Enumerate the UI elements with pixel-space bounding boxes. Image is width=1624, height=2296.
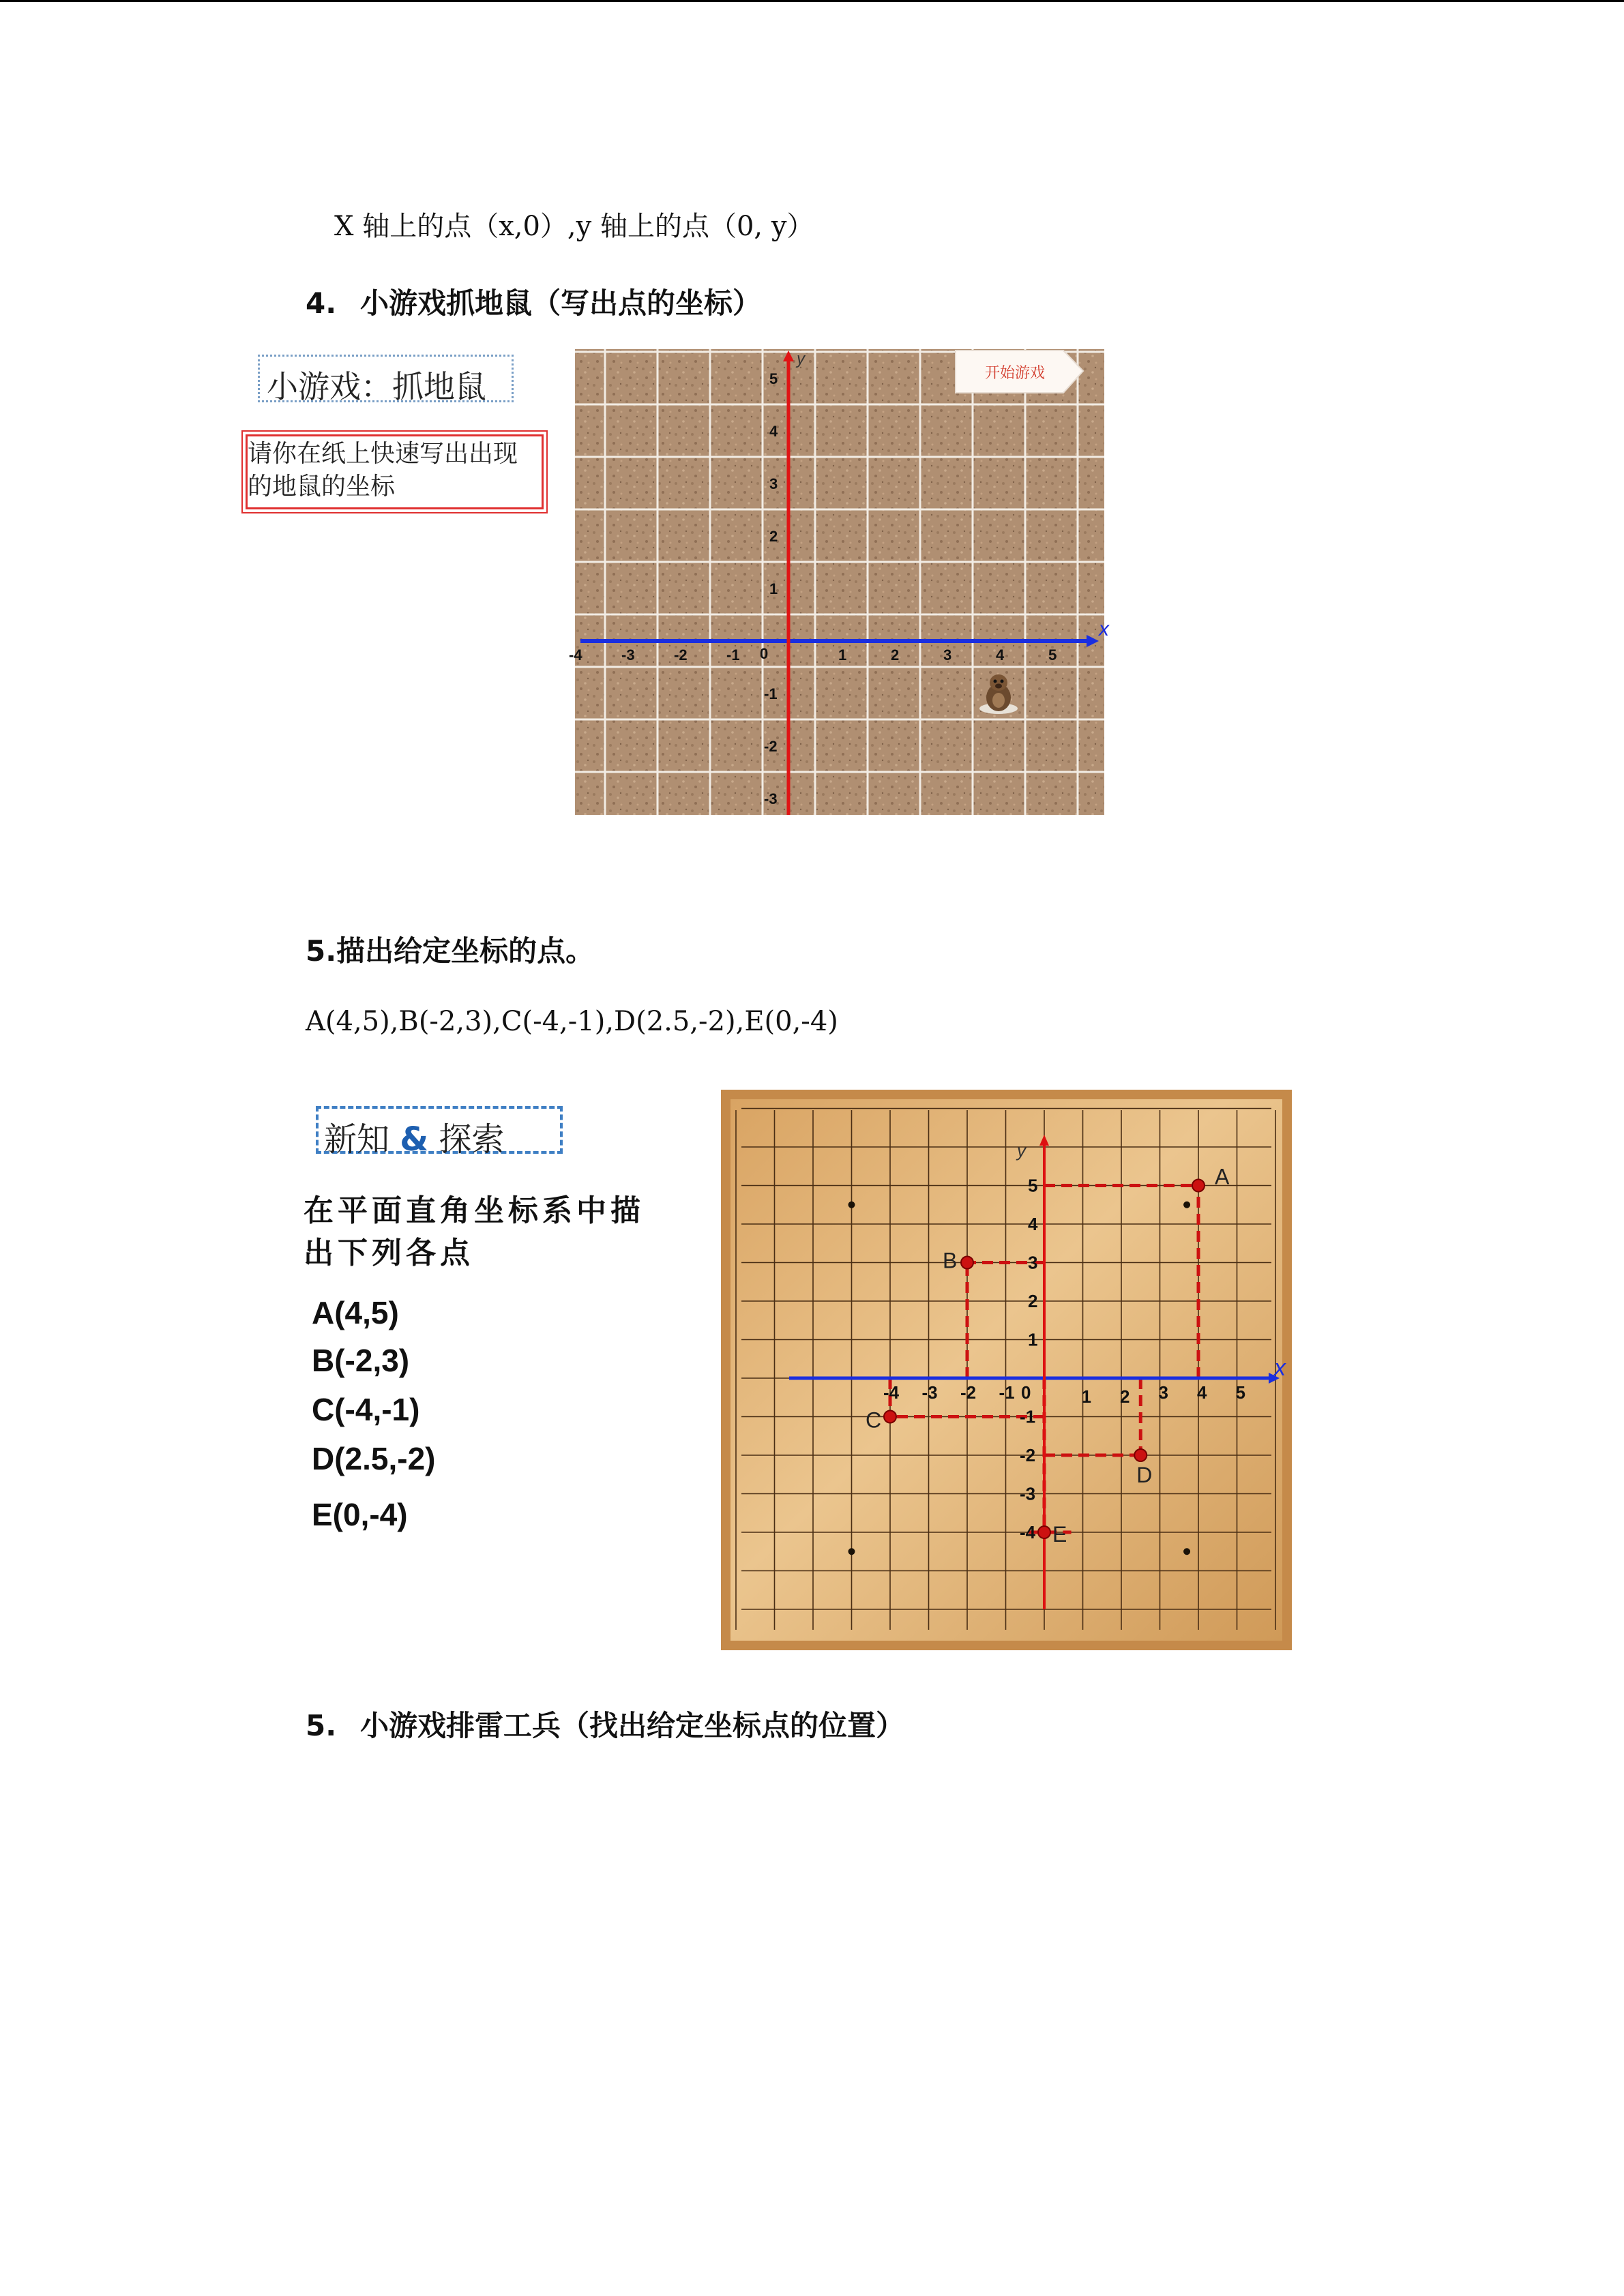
mole-x-tick-label: 2 bbox=[891, 646, 900, 664]
board-x-tick-label: -2 bbox=[960, 1382, 977, 1403]
board-star-point bbox=[1183, 1202, 1190, 1208]
mole-y-tick-label: 1 bbox=[769, 580, 778, 597]
mole-x-tick-label: -4 bbox=[569, 646, 582, 664]
mole-x-tick-label: 1 bbox=[838, 646, 847, 664]
mole-game-title: 小游戏：抓地鼠 bbox=[267, 368, 486, 405]
points-list-line: A(4,5),B(-2,3),C(-4,-1),D(2.5,-2),E(0,-4) bbox=[306, 1006, 838, 1037]
mole-y-tick-label: -3 bbox=[764, 790, 778, 807]
board-star-point bbox=[848, 1202, 855, 1208]
mole-x-tick-label: 4 bbox=[996, 646, 1005, 664]
section-5b-number: 5. bbox=[306, 1709, 337, 1742]
mole-y-tick-label: 5 bbox=[769, 370, 778, 387]
board-y-tick-label: -3 bbox=[1020, 1483, 1036, 1504]
board-y-tick-label: 5 bbox=[1028, 1175, 1038, 1196]
explore-title-prefix: 新知 bbox=[324, 1120, 390, 1159]
point-d bbox=[1134, 1449, 1147, 1461]
start-game-label: 开始游戏 bbox=[984, 364, 1046, 381]
mole-game-board[interactable] bbox=[569, 349, 1109, 815]
axis-points-line: X 轴上的点（x,0）,y 轴上的点（0, y） bbox=[334, 211, 814, 242]
board-y-tick-label: 2 bbox=[1028, 1291, 1038, 1311]
coordinate-board-chart bbox=[721, 1090, 1292, 1650]
board-x-tick-label: 1 bbox=[1081, 1386, 1091, 1407]
point-b bbox=[961, 1257, 973, 1269]
board-x-tick-label: -3 bbox=[921, 1382, 938, 1403]
board-y-tick-label: -4 bbox=[1020, 1522, 1036, 1542]
explore-title-suffix: 探索 bbox=[439, 1120, 505, 1159]
mole-x-tick-label: -1 bbox=[726, 646, 740, 664]
board-y-tick-label: -2 bbox=[1020, 1445, 1036, 1465]
board-x-tick-label: 2 bbox=[1120, 1386, 1130, 1407]
explore-title bbox=[324, 1113, 504, 1160]
board-x-tick-label: -4 bbox=[883, 1382, 900, 1403]
point-e bbox=[1038, 1526, 1050, 1538]
section-4-title: 小游戏抓地鼠（写出点的坐标） bbox=[360, 286, 762, 320]
point-label-a: A(4,5) bbox=[312, 1295, 399, 1330]
section-5b-title: 小游戏排雷工兵（找出给定坐标点的位置） bbox=[360, 1709, 905, 1742]
mole-game-instruction-box bbox=[246, 434, 544, 509]
mole-y-axis-label: y bbox=[797, 350, 805, 368]
board-y-tick-label: 3 bbox=[1028, 1252, 1038, 1273]
board-x-tick-label: 3 bbox=[1158, 1382, 1168, 1403]
board-x-tick-label: 0 bbox=[1021, 1382, 1031, 1403]
mole-y-tick-label: 2 bbox=[769, 528, 778, 545]
section-5a-heading: 5.描出给定坐标的点。 bbox=[306, 934, 595, 968]
explore-title-amp: & bbox=[400, 1120, 429, 1159]
mole-game-instruction: 请你在纸上快速写出出现的地鼠的坐标 bbox=[248, 440, 518, 501]
page-top-border bbox=[0, 0, 1624, 2]
board-y-tick-label: 4 bbox=[1028, 1214, 1038, 1234]
point-label-b-marker: B bbox=[943, 1248, 958, 1273]
point-label-c: C(-4,-1) bbox=[312, 1392, 420, 1427]
board-x-tick-label: 4 bbox=[1197, 1382, 1207, 1403]
mole-x-tick-label: 3 bbox=[943, 646, 952, 664]
mole-x-tick-label: -2 bbox=[674, 646, 688, 664]
mole-y-tick-label: -1 bbox=[764, 685, 778, 702]
board-y-tick-label: 1 bbox=[1028, 1329, 1038, 1350]
point-label-e-marker: E bbox=[1052, 1522, 1067, 1547]
board-x-tick-label: -1 bbox=[999, 1382, 1015, 1403]
section-4-heading bbox=[306, 281, 761, 322]
board-star-point bbox=[1183, 1548, 1190, 1555]
point-label-b: B(-2,3) bbox=[312, 1343, 410, 1378]
board-star-point bbox=[848, 1548, 855, 1555]
mole-game-title-box bbox=[258, 355, 514, 405]
board-x-axis-label: x bbox=[1274, 1355, 1286, 1381]
point-label-d: D(2.5,-2) bbox=[312, 1441, 436, 1476]
mole-y-tick-label: -2 bbox=[764, 738, 778, 755]
point-label-d-marker: D bbox=[1136, 1463, 1153, 1487]
point-a bbox=[1192, 1180, 1205, 1192]
explore-title-box bbox=[316, 1106, 563, 1159]
mole-origin-label: 0 bbox=[760, 645, 769, 662]
mole-y-tick-label: 4 bbox=[769, 423, 778, 440]
point-label-c-marker: C bbox=[866, 1407, 882, 1433]
board-y-tick-label: -1 bbox=[1020, 1406, 1036, 1427]
mole-y-tick-label: 3 bbox=[769, 475, 778, 492]
mole-x-tick-label: -3 bbox=[621, 646, 635, 664]
point-label-e: E(0,-4) bbox=[312, 1497, 408, 1532]
point-c bbox=[884, 1411, 896, 1423]
section-4-number: 4. bbox=[306, 286, 337, 320]
start-game-button[interactable] bbox=[956, 351, 1083, 393]
board-y-axis-label: y bbox=[1017, 1140, 1026, 1161]
mole-x-axis-label: x bbox=[1099, 618, 1109, 640]
mole-x-tick-label: 5 bbox=[1048, 646, 1057, 664]
point-label-a-marker: A bbox=[1215, 1164, 1230, 1189]
explore-instruction: 在平面直角坐标系中描出下列各点 bbox=[304, 1193, 645, 1270]
board-x-tick-label: 5 bbox=[1235, 1382, 1245, 1403]
section-5b-heading bbox=[306, 1703, 904, 1744]
